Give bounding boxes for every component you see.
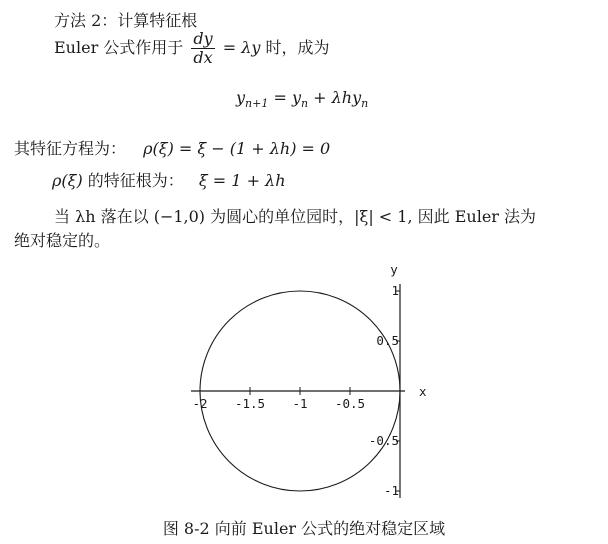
- y-tick-label: -0.5: [368, 433, 399, 448]
- y-tick-label: 1: [391, 283, 399, 298]
- y-tick-label: 0.5: [376, 333, 399, 348]
- recurrence-text: $y_{n+1} = y_n + \lambda hy_n$: [236, 88, 369, 111]
- fraction-numerator: dy: [193, 29, 213, 48]
- char-root-formula: ξ = 1 + λh: [198, 171, 286, 190]
- euler-intro-line: [54, 30, 330, 67]
- char-root-label: 的特征根为：: [87, 171, 184, 190]
- recurrence-formula: [236, 88, 368, 110]
- char-root-lhs: ρ(ξ): [52, 171, 83, 190]
- euler-intro-text: Euler 公式作用于: [54, 38, 184, 57]
- method-heading: 方法 2：计算特征根: [54, 11, 198, 30]
- y-axis-label: y: [390, 262, 398, 277]
- stability-line-1: 当 λh 落在以 (−1,0) 为圆心的单位园时，|ξ| < 1, 因此 Euler 法为: [54, 207, 537, 226]
- char-eq-formula: ρ(ξ) = ξ − (1 + λh) = 0: [143, 139, 331, 158]
- stability-region-plot: [0, 255, 608, 510]
- stability-line-2: 绝对稳定的。: [14, 231, 111, 250]
- y-tick-label: -1: [383, 483, 399, 498]
- derivative-fraction: [191, 30, 214, 67]
- fraction-denominator: dx: [193, 48, 213, 67]
- figure-caption: 图 8-2 向前 Euler 公式的绝对稳定区域: [162, 519, 446, 538]
- char-eq-line: [14, 136, 330, 159]
- x-tick-label: -0.5: [334, 396, 366, 411]
- x-axis-label: x: [419, 384, 427, 399]
- char-eq-label: 其特征方程为：: [14, 139, 127, 158]
- char-root-line: [52, 168, 286, 191]
- plot-labels: [192, 262, 427, 498]
- x-tick-label: -2: [192, 396, 208, 411]
- equation-rhs: = λy: [222, 38, 261, 57]
- x-tick-label: -1.5: [234, 396, 266, 411]
- plot-axes: [191, 284, 405, 498]
- x-tick-label: -1: [292, 396, 308, 411]
- time-become-text: 时，成为: [265, 38, 330, 57]
